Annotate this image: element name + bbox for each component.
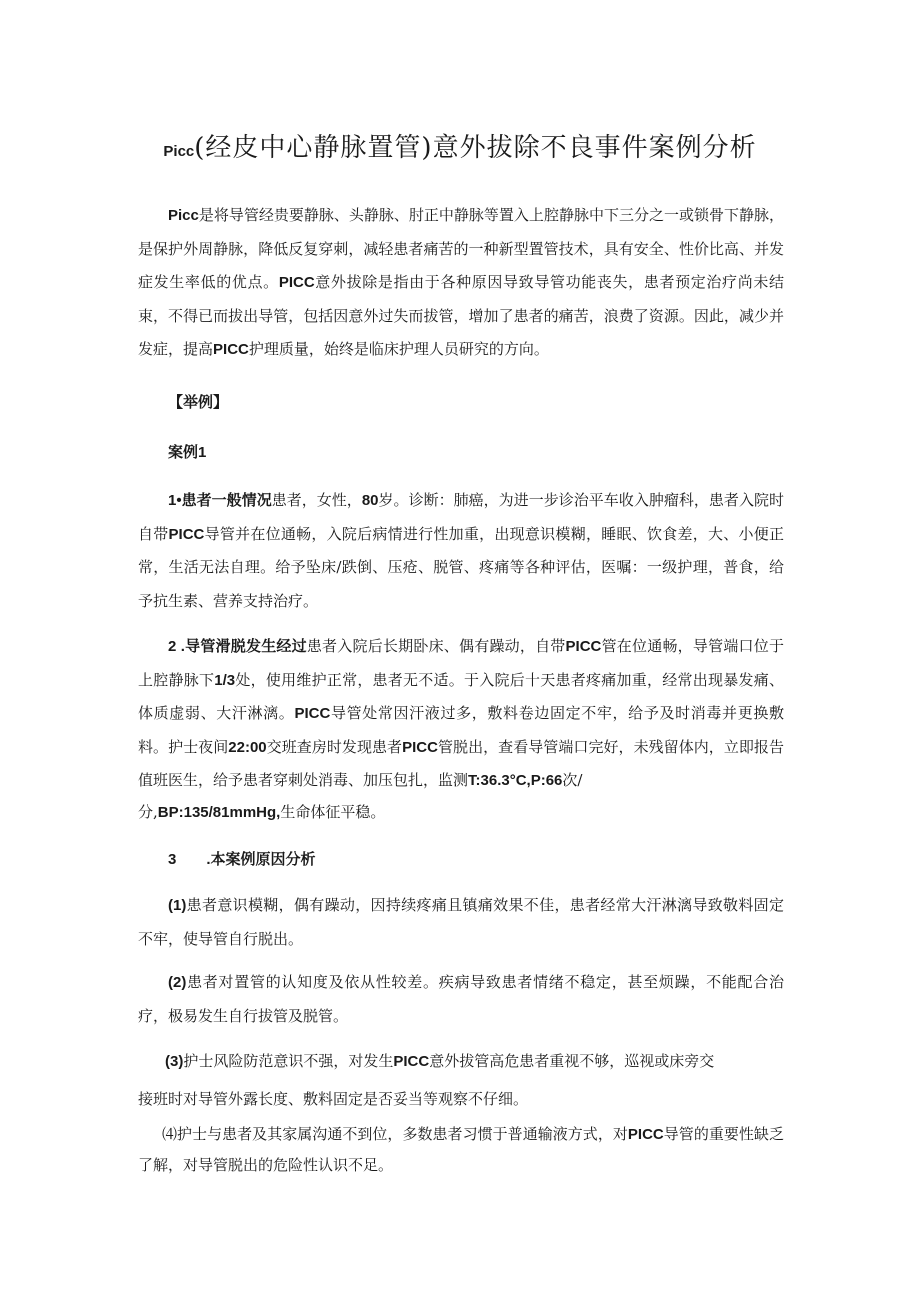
case-detachment-paragraph: 2 .导管滑脱发生经过患者入院后长期卧床、偶有躁动，自带PICC管在位通畅，导管端口位于上腔静脉下1/3处，使用维护正常，患者无不适。于入院后十天患者疼痛加重，经常出现暴发痛、体质虚弱、大汗淋漓。PICC导管处常因汗液过多，敷料卷边固定不牢，给予及时消毒并更换敷料。护士夜间22:00交班查房时发现患者PICC管脱出，查看导管端口完好，未残留体内，立即报告值班医生，给予患者穿刺处消毒、加压包扎，监测T:36.3°C,P:66次/ <box>138 637 784 790</box>
example-heading: 【举例】 <box>168 394 229 411</box>
case-heading: 案例1 <box>168 444 207 461</box>
reason-3-line-1: (3)护士风险防范意识不强，对发生PICC意外拔管高危患者重视不够，巡视或床旁交 <box>165 1052 715 1070</box>
title-text: (经皮中心静脉置管)意外拔除不良事件案例分析 <box>194 133 757 163</box>
section-3-heading: 3 .本案例原因分析 <box>168 851 316 868</box>
reason-1-paragraph: (1)患者意识模糊，偶有躁动，因持续疼痛且镇痛效果不佳，患者经常大汗淋漓导致敬料固定不牢，使导管自行脱出。 <box>138 896 784 948</box>
vital-signs-line: 分,BP:135/81mmHg,生命体征平稳。 <box>138 803 386 821</box>
case-general-info-paragraph: 1•患者一般情况患者，女性，80岁。诊断：肺癌，为进一步诊治平车收入肿瘤科，患者入院时自带PICC导管并在位通畅，入院后病情进行性加重，出现意识模糊，睡眠、饮食差，大、小便正常，生活无法自理。给予坠床/跌倒、压疮、脱管、疼痛等各种评估，医嘱：一级护理，普食，给予抗生素、营养支持治疗。 <box>138 491 784 610</box>
intro-paragraph: Picc是将导管经贵要静脉、头静脉、肘正中静脉等置入上腔静脉中下三分之一或锁骨下静脉，是保护外周静脉，降低反复穿刺，减轻患者痛苦的一种新型置管技术，具有安全、性价比高、并发症发生率低的优点。PICC意外拔除是指由于各种原因导致导管功能丧失，患者预定治疗尚未结束，不得已而拔出导管，包括因意外过失而拔管，增加了患者的痛苦，浪费了资源。因此，减少并发症，提高PICC护理质量，始终是临床护理人员研究的方向。 <box>138 206 784 359</box>
document-title <box>0 128 920 172</box>
title-abbreviation: Picc <box>163 143 195 160</box>
reason-2-paragraph: (2)患者对置管的认知度及依从性较差。疾病导致患者情绪不稳定，甚至烦躁，不能配合治疗，极易发生自行拔管及脱管。 <box>138 973 784 1025</box>
reason-4-paragraph: ⑷护士与患者及其家属沟通不到位，多数患者习惯于普通输液方式，对PICC导管的重要性缺乏了解，对导管脱出的危险性认识不足。 <box>138 1125 784 1174</box>
reason-3-line-2: 接班时对导管外露长度、敷料固定是否妥当等观察不仔细。 <box>138 1090 529 1108</box>
section-1-heading: 1•患者一般情况 <box>168 492 272 509</box>
section-2-heading: 2 .导管滑脱发生经过 <box>168 638 307 655</box>
